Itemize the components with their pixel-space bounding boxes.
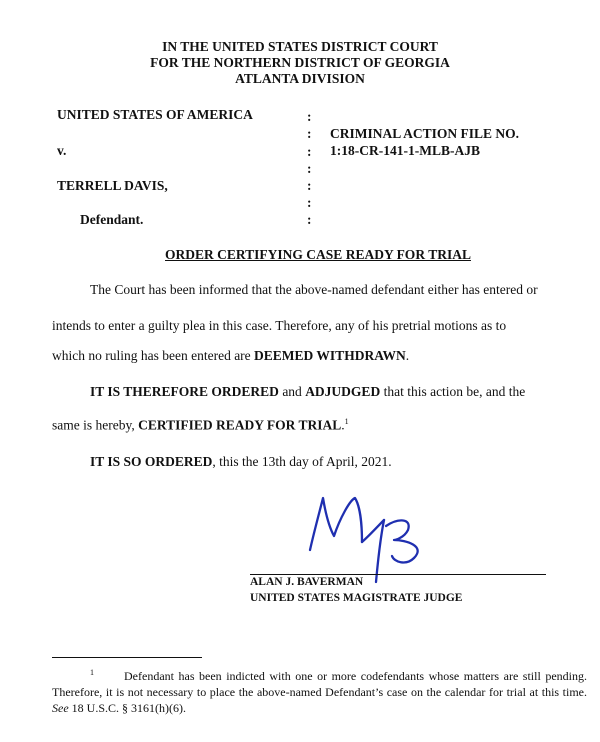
caption-defendant-name: TERRELL DAVIS, xyxy=(57,178,168,193)
signature-line xyxy=(250,574,546,575)
body-line: The Court has been informed that the above-named defendant either has entered or xyxy=(90,282,538,297)
court-district-line: FOR THE NORTHERN DISTRICT OF GEORGIA xyxy=(150,55,450,70)
court-division-line: ATLANTA DIVISION xyxy=(235,71,365,86)
judge-signature xyxy=(290,490,450,590)
body-line: same is hereby, CERTIFIED READY FOR TRIAL.$^1$ xyxy=(52,417,349,433)
caption-colon: : xyxy=(307,178,312,193)
court-name-line: IN THE UNITED STATES DISTRICT COURT xyxy=(162,39,438,54)
so-ordered-text: IT IS SO ORDERED xyxy=(90,454,213,469)
caption-colon: : xyxy=(307,144,312,159)
caption-defendant-label: Defendant. xyxy=(80,212,144,227)
caption-plaintiff: UNITED STATES OF AMERICA xyxy=(57,107,253,122)
caption-versus: v. xyxy=(57,143,67,158)
caption-colon: : xyxy=(307,126,312,141)
caption-colon: : xyxy=(307,195,312,210)
caption-action-label: CRIMINAL ACTION FILE NO. xyxy=(330,126,520,141)
caption-case-number: 1:18-CR-141-1-MLB-AJB xyxy=(330,143,480,158)
body-line: which no ruling has been entered are DEEMED WITHDRAWN. xyxy=(52,348,410,363)
body-line: intends to enter a guilty plea in this case. Therefore, any of his pretrial motions as to xyxy=(52,318,507,333)
order-title: ORDER CERTIFYING CASE READY FOR TRIAL xyxy=(165,247,471,262)
body-line: IT IS SO ORDERED, this the 13th day of April, 2021. xyxy=(90,454,392,469)
footnote-divider xyxy=(52,657,202,658)
caption-colon: : xyxy=(307,212,312,227)
footnote-number: 1 xyxy=(90,668,94,677)
caption-colon: : xyxy=(307,161,312,176)
deemed-withdrawn-text: DEEMED WITHDRAWN xyxy=(254,348,406,363)
signature-ink xyxy=(310,498,418,582)
body-line: IT IS THEREFORE ORDERED and ADJUDGED that this action be, and the xyxy=(90,384,526,399)
caption-colon: : xyxy=(307,109,312,124)
footnote: $^1$ Defendant has been indicted with one or more codefendants whose matters are still pending. Therefore, it is not necessary to place the above-named Defendant’s case on the calendar for trial at this time. See 18 U.S.C. § 3161(h)(6). xyxy=(52,668,587,715)
court-header xyxy=(0,39,600,87)
certified-ready-text: CERTIFIED READY FOR TRIAL xyxy=(138,417,342,433)
footnote-reference: 1 xyxy=(344,417,349,426)
judge-title: UNITED STATES MAGISTRATE JUDGE xyxy=(250,592,463,604)
judge-name: ALAN J. BAVERMAN xyxy=(250,576,364,588)
